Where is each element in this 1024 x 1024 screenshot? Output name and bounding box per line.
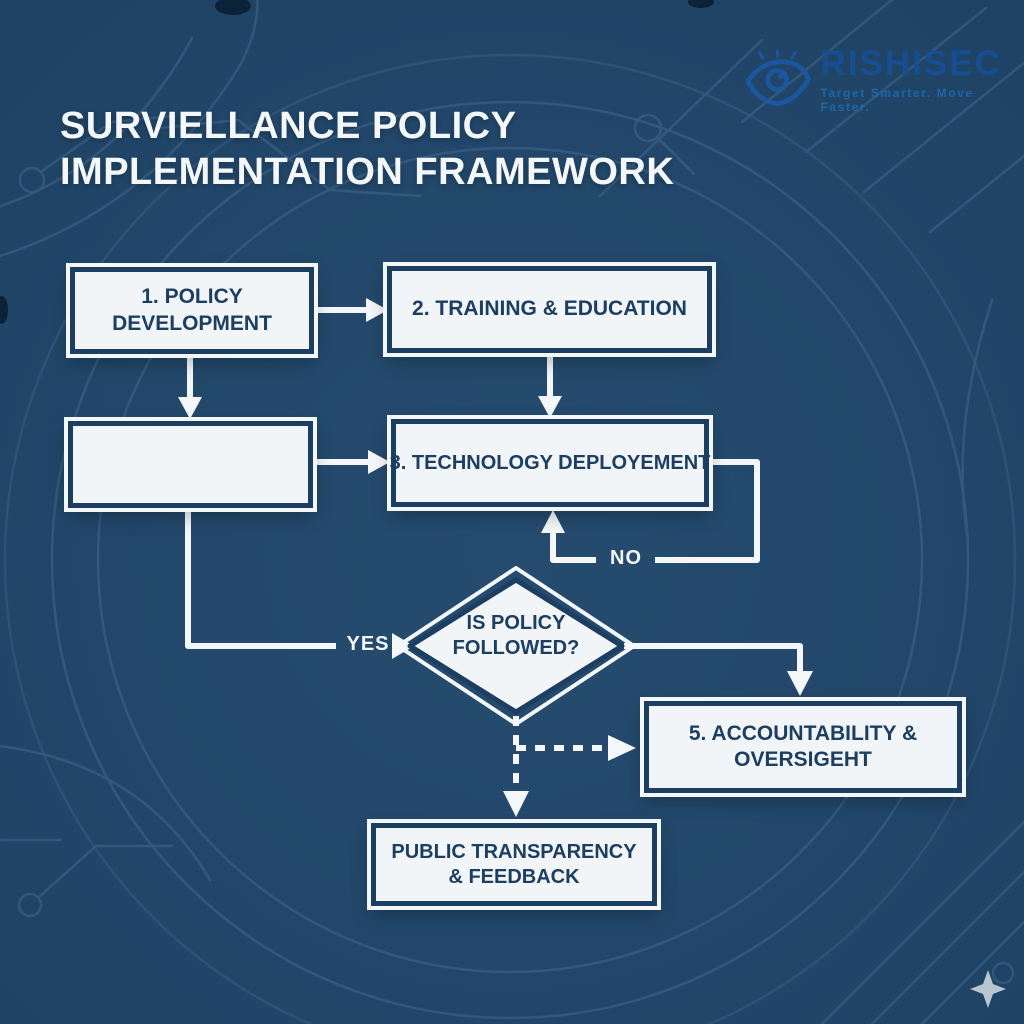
edge-policy-to-step4 (178, 354, 202, 419)
node-label: 2. TRAINING & EDUCATION (412, 297, 687, 321)
edge-dashed-to-accountability (516, 735, 636, 761)
yes-label: YES (346, 633, 390, 655)
node-accountability-oversight (644, 701, 962, 793)
page-title-line2: IMPLEMENTATION FRAMEWORK (60, 150, 675, 193)
no-label: NO (610, 547, 642, 569)
node-label: PUBLIC TRANSPARENCY & FEEDBACK (391, 840, 637, 888)
node-unlabeled-step (68, 421, 313, 508)
node-label: 3. TECHNOLOGY DEPLOYEMENT (389, 451, 711, 474)
node-public-transparency (371, 823, 657, 906)
edge-decision-to-transparency-dashed (503, 716, 529, 817)
node-label: 1. POLICY DEVELOPMENT (112, 285, 272, 335)
brand-name: RISHISEC (820, 44, 1002, 83)
node-technology-deployment (391, 419, 709, 507)
edge-policy-to-training (314, 298, 388, 322)
brand-tagline: Target Smarter. Move Faster. (820, 86, 974, 114)
page-title-line1: SURVIELLANCE POLICY (60, 105, 517, 147)
node-policy-development (70, 267, 314, 354)
node-label: 5. ACCOUNTABILITY & OVERSIGEHT (688, 721, 918, 771)
decision-label: IS POLICY FOLLOWED? (452, 612, 580, 659)
edge-step4-to-technology (313, 450, 390, 474)
edge-decision-to-accountability (624, 646, 813, 696)
edge-training-to-technology (538, 353, 562, 418)
node-training-education (387, 266, 712, 353)
